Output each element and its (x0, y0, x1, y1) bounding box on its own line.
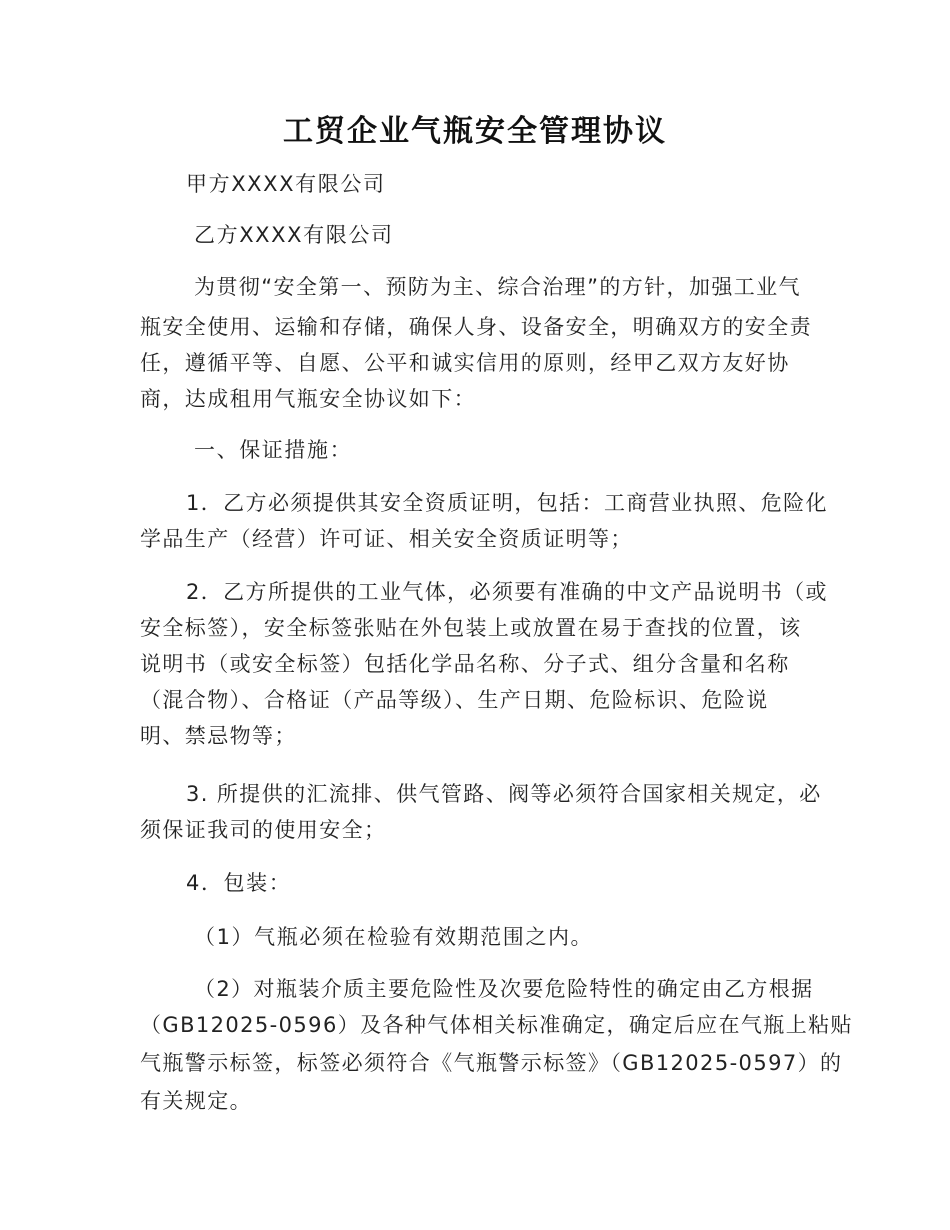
item-2-line: （混合物）、合格证（产品等级）、生产日期、危险标识、危险说 (140, 688, 769, 712)
sub-item-1: （1）气瓶必须在检验有效期范围之内。 (194, 925, 594, 949)
intro-line: 商，达成租用气瓶安全协议如下： (140, 387, 476, 411)
item-2-line: 2．乙方所提供的工业气体，必须要有准确的中文产品说明书（或 (186, 580, 828, 604)
section-heading: 一、保证措施： (194, 438, 353, 462)
party-b-line: 乙方XXXX有限公司 (194, 223, 394, 247)
sub-item-2-line: （GB12025-0596）及各种气体相关标准确定，确定后应在气瓶上粘贴 (140, 1013, 853, 1037)
sub-item-2-line: （2）对瓶装介质主要危险性及次要危险特性的确定由乙方根据 (194, 977, 814, 1001)
sub-item-2-line: 有关规定。 (140, 1089, 252, 1113)
party-a-line: 甲方XXXX有限公司 (186, 172, 386, 196)
item-3-line: 须保证我司的使用安全； (140, 818, 387, 842)
intro-line: 任，遵循平等、自愿、公平和诚实信用的原则，经甲乙双方友好协 (140, 351, 790, 375)
intro-line: 为贯彻“安全第一、预防为主、综合治理”的方针，加强工业气 (194, 275, 801, 299)
item-1-line: 1．乙方必须提供其安全资质证明，包括：工商营业执照、危险化 (186, 491, 828, 515)
intro-line: 瓶安全使用、运输和存储，确保人身、设备安全，明确双方的安全责 (140, 315, 812, 339)
item-3-line: 3. 所提供的汇流排、供气管路、阀等必须符合国家相关规定，必 (186, 782, 822, 806)
item-1-line: 学品生产（经营）许可证、相关安全资质证明等； (140, 527, 633, 551)
item-2-line: 说明书（或安全标签）包括化学品名称、分子式、组分含量和名称 (140, 652, 790, 676)
item-2-line: 明、禁忌物等； (140, 724, 297, 748)
document-title: 工贸企业气瓶安全管理协议 (283, 114, 667, 149)
item-4-heading: 4．包装： (186, 871, 292, 895)
item-2-line: 安全标签），安全标签张贴在外包装上或放置在易于查找的位置，该 (140, 616, 802, 640)
sub-item-2-line: 气瓶警示标签，标签必须符合《气瓶警示标签》（GB12025-0597）的 (140, 1051, 843, 1075)
